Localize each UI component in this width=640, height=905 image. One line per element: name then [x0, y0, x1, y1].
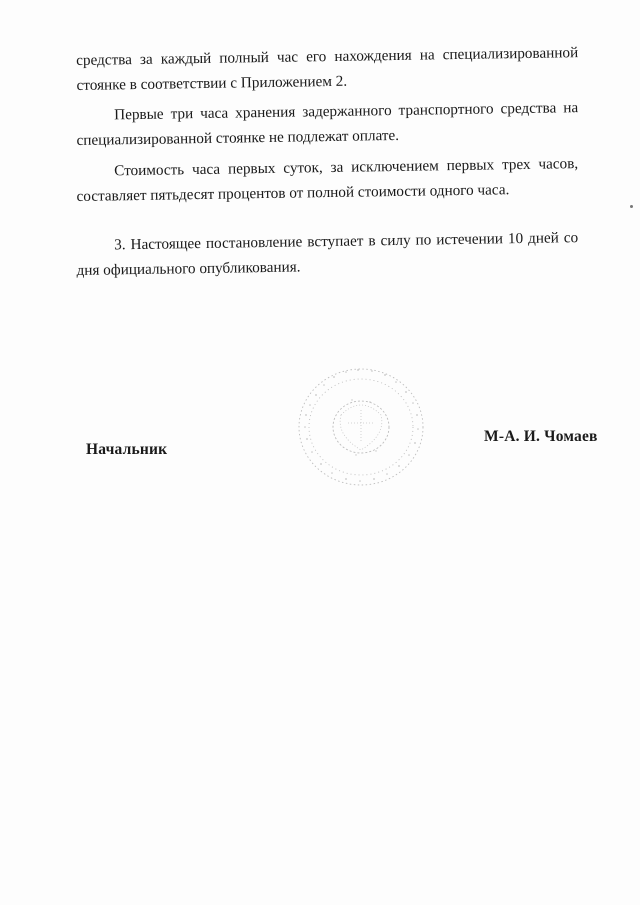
paragraph-tariff-hourly [76, 40, 579, 98]
paragraph-effective-date [76, 225, 579, 283]
scan-speck [630, 205, 633, 208]
round-seal-icon [286, 355, 436, 500]
text-line: 3. Настоящее постановление вступает в силу по истечении 10 дней со [114, 229, 579, 254]
text-line: Первые три часа хранения задержанного транспортного средства на [114, 99, 579, 124]
text-line: Стоимость часа первых суток, за исключением первых трех часов, [114, 155, 579, 180]
text-line: стоянке в соответствии с Приложением 2. [76, 72, 348, 94]
text-line: дня официального опубликования. [76, 258, 301, 279]
paragraph-free-hours [76, 95, 579, 153]
paragraph-first-day-cost [76, 151, 579, 209]
text-line: специализированной стоянке не подлежат оплате. [76, 126, 400, 149]
signatory-name: М-А. И. Чомаев [484, 428, 598, 445]
text-line: средства за каждый полный час его нахождения на специализированной [76, 44, 579, 69]
signatory-position: Начальник [86, 441, 168, 458]
text-line: составляет пятьдесят процентов от полной стоимости одного часа. [76, 181, 510, 205]
